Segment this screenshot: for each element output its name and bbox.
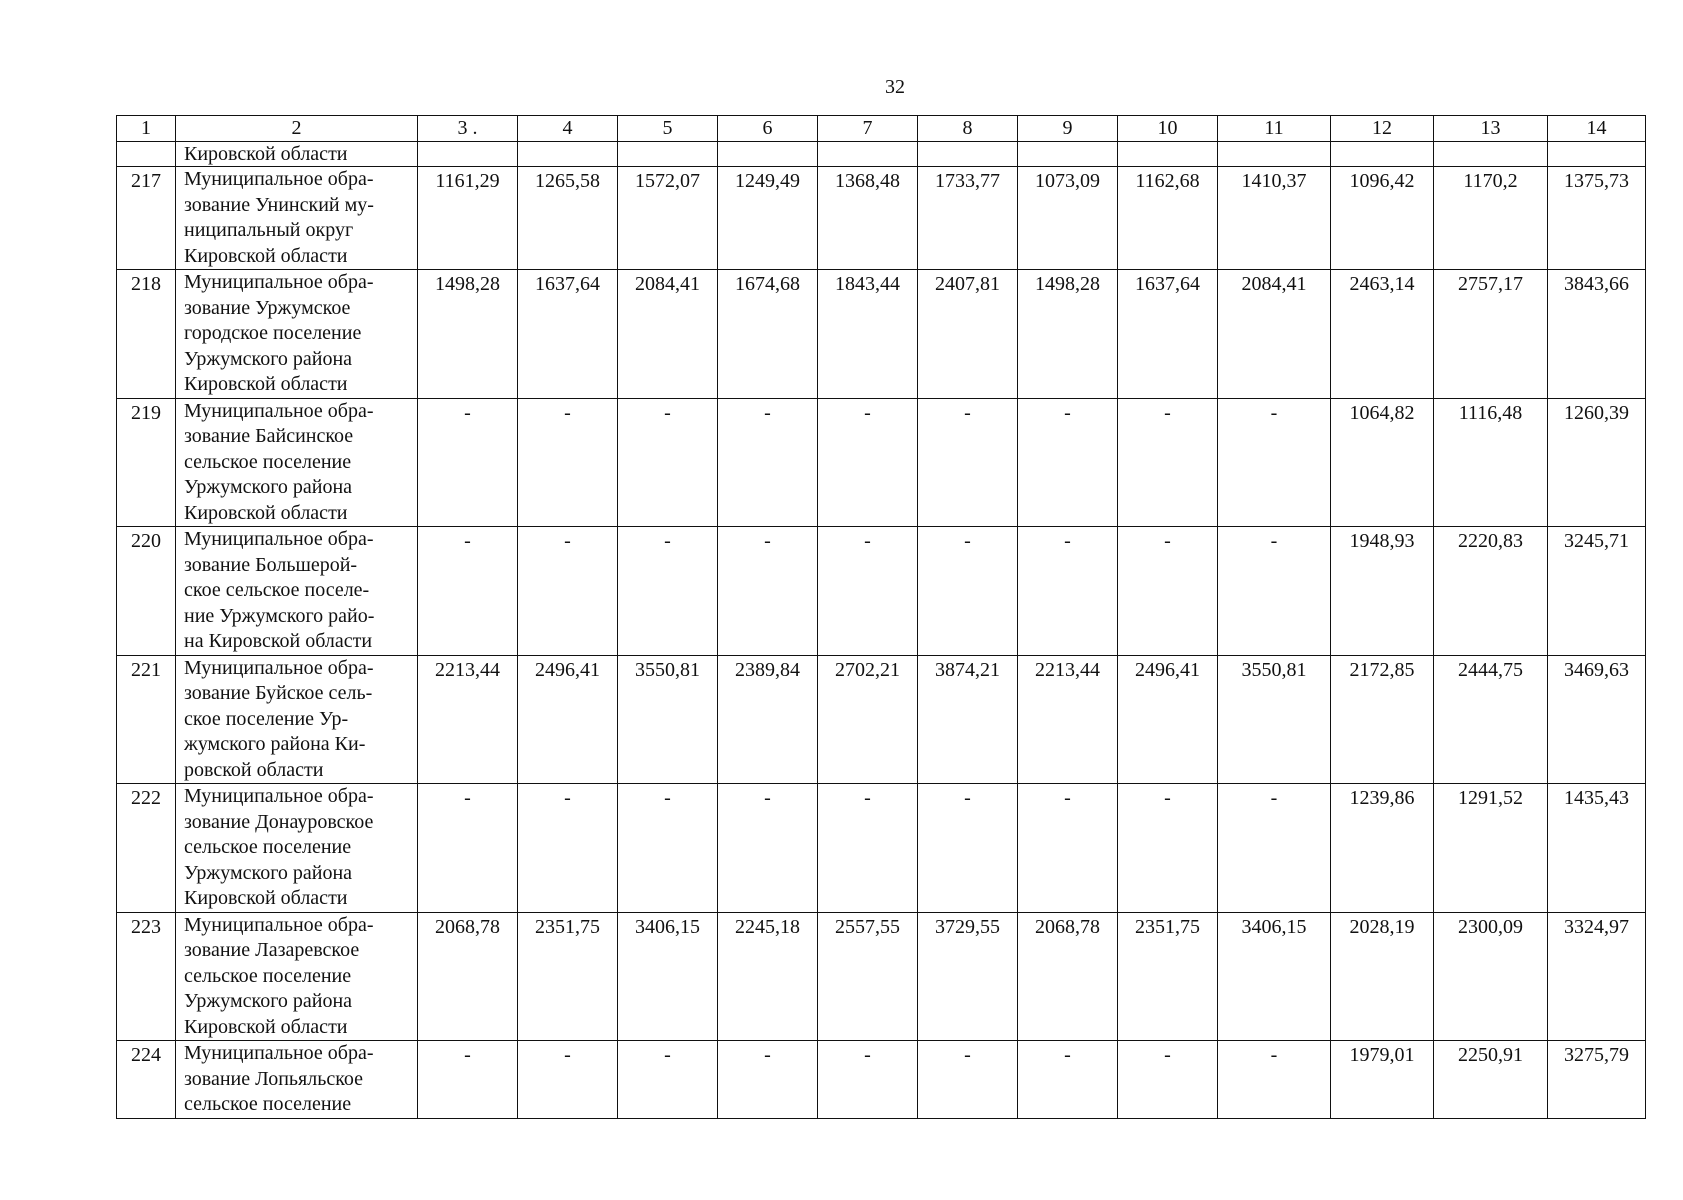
row-number-cell: [117, 142, 176, 167]
value-cell: 1572,07: [618, 167, 718, 270]
value-cell: 2496,41: [1118, 655, 1218, 784]
value-cell: 2084,41: [1218, 270, 1331, 399]
table-row: [117, 270, 1646, 399]
value-cell: 3550,81: [1218, 655, 1331, 784]
value-cell: 1435,43: [1548, 784, 1646, 913]
value-cell: [1434, 142, 1548, 167]
value-cell: 1733,77: [918, 167, 1018, 270]
column-header: 7: [818, 116, 918, 142]
municipality-name-cell: Муниципальное обра- зование Байсинское сельское поселение Уржумского района Кировской области: [176, 398, 418, 527]
value-cell: 3550,81: [618, 655, 718, 784]
value-cell: 1116,48: [1434, 398, 1548, 527]
value-cell: 1637,64: [1118, 270, 1218, 399]
value-cell: 1498,28: [1018, 270, 1118, 399]
value-cell: -: [418, 527, 518, 656]
value-cell: -: [818, 784, 918, 913]
value-cell: [818, 142, 918, 167]
value-cell: 1170,2: [1434, 167, 1548, 270]
value-cell: 2351,75: [1118, 912, 1218, 1041]
value-cell: -: [518, 527, 618, 656]
row-number-cell: 223: [117, 912, 176, 1041]
value-cell: -: [918, 1041, 1018, 1119]
value-cell: -: [418, 1041, 518, 1119]
value-cell: 2172,85: [1331, 655, 1434, 784]
table-row: [117, 398, 1646, 527]
value-cell: -: [518, 784, 618, 913]
row-number-cell: 219: [117, 398, 176, 527]
column-header: 8: [918, 116, 1018, 142]
value-cell: [1548, 142, 1646, 167]
value-cell: 1096,42: [1331, 167, 1434, 270]
value-cell: -: [518, 398, 618, 527]
row-number-cell: 224: [117, 1041, 176, 1119]
value-cell: -: [1218, 784, 1331, 913]
table-row: [117, 784, 1646, 913]
column-header: 3 .: [418, 116, 518, 142]
table-row: [117, 527, 1646, 656]
municipality-name-cell: Муниципальное обра- зование Буйское сель- ское поселение Ур- жумского района Ки- ровской области: [176, 655, 418, 784]
municipality-name-cell: Муниципальное обра- зование Унинский му- ниципальный округ Кировской области: [176, 167, 418, 270]
value-cell: 3406,15: [618, 912, 718, 1041]
value-cell: -: [618, 527, 718, 656]
tariff-table: [116, 115, 1646, 1119]
value-cell: 3245,71: [1548, 527, 1646, 656]
row-number-cell: 221: [117, 655, 176, 784]
column-header: 5: [618, 116, 718, 142]
value-cell: 2389,84: [718, 655, 818, 784]
municipality-name-cell: Муниципальное обра- зование Уржумское городское поселение Уржумского района Кировской области: [176, 270, 418, 399]
value-cell: 3729,55: [918, 912, 1018, 1041]
value-cell: 2463,14: [1331, 270, 1434, 399]
value-cell: 1410,37: [1218, 167, 1331, 270]
value-cell: 2220,83: [1434, 527, 1548, 656]
row-number-cell: 222: [117, 784, 176, 913]
value-cell: 1368,48: [818, 167, 918, 270]
value-cell: -: [618, 398, 718, 527]
value-cell: -: [718, 784, 818, 913]
value-cell: [418, 142, 518, 167]
value-cell: [918, 142, 1018, 167]
value-cell: 1064,82: [1331, 398, 1434, 527]
municipality-name-cell: Кировской области: [176, 142, 418, 167]
value-cell: -: [418, 398, 518, 527]
column-number-header-row: [117, 116, 1646, 142]
value-cell: -: [718, 527, 818, 656]
value-cell: 1239,86: [1331, 784, 1434, 913]
value-cell: 2068,78: [1018, 912, 1118, 1041]
table-row: [117, 1041, 1646, 1119]
value-cell: 1674,68: [718, 270, 818, 399]
row-number-cell: 220: [117, 527, 176, 656]
value-cell: -: [1018, 784, 1118, 913]
table-row: [117, 912, 1646, 1041]
value-cell: [618, 142, 718, 167]
municipality-name-cell: Муниципальное обра- зование Большерой- ское сельское поселе- ние Уржумского райо- на Кировской области: [176, 527, 418, 656]
value-cell: -: [918, 527, 1018, 656]
value-cell: 2213,44: [418, 655, 518, 784]
value-cell: [1118, 142, 1218, 167]
value-cell: 3324,97: [1548, 912, 1646, 1041]
value-cell: 2557,55: [818, 912, 918, 1041]
value-cell: -: [818, 398, 918, 527]
value-cell: 1637,64: [518, 270, 618, 399]
value-cell: -: [1118, 784, 1218, 913]
value-cell: 2757,17: [1434, 270, 1548, 399]
value-cell: [718, 142, 818, 167]
page-number: 32: [885, 76, 905, 98]
column-header: 10: [1118, 116, 1218, 142]
value-cell: -: [518, 1041, 618, 1119]
value-cell: 1162,68: [1118, 167, 1218, 270]
column-header: 4: [518, 116, 618, 142]
value-cell: 1291,52: [1434, 784, 1548, 913]
value-cell: 1948,93: [1331, 527, 1434, 656]
value-cell: 2702,21: [818, 655, 918, 784]
municipality-name-cell: Муниципальное обра- зование Донауровское сельское поселение Уржумского района Кировской области: [176, 784, 418, 913]
municipality-name-cell: Муниципальное обра- зование Лазаревское сельское поселение Уржумского района Кировской области: [176, 912, 418, 1041]
value-cell: 1265,58: [518, 167, 618, 270]
value-cell: 2407,81: [918, 270, 1018, 399]
value-cell: 2250,91: [1434, 1041, 1548, 1119]
column-header: 12: [1331, 116, 1434, 142]
value-cell: -: [818, 527, 918, 656]
value-cell: 1073,09: [1018, 167, 1118, 270]
value-cell: 2245,18: [718, 912, 818, 1041]
value-cell: -: [1018, 398, 1118, 527]
value-cell: 2068,78: [418, 912, 518, 1041]
value-cell: 1375,73: [1548, 167, 1646, 270]
value-cell: 3874,21: [918, 655, 1018, 784]
value-cell: -: [1218, 527, 1331, 656]
value-cell: -: [918, 398, 1018, 527]
row-number-cell: 217: [117, 167, 176, 270]
column-header: 2: [176, 116, 418, 142]
value-cell: 2028,19: [1331, 912, 1434, 1041]
column-header: 6: [718, 116, 818, 142]
value-cell: 1498,28: [418, 270, 518, 399]
value-cell: 3406,15: [1218, 912, 1331, 1041]
value-cell: -: [1218, 1041, 1331, 1119]
municipality-name-cell: Муниципальное обра- зование Лопьяльское сельское поселение: [176, 1041, 418, 1119]
value-cell: -: [618, 1041, 718, 1119]
value-cell: -: [1118, 398, 1218, 527]
value-cell: -: [1018, 527, 1118, 656]
value-cell: 2213,44: [1018, 655, 1118, 784]
value-cell: [1331, 142, 1434, 167]
continuation-row: [117, 142, 1646, 167]
column-header: 1: [117, 116, 176, 142]
table-body: [117, 116, 1646, 1119]
value-cell: 2084,41: [618, 270, 718, 399]
value-cell: 2351,75: [518, 912, 618, 1041]
value-cell: -: [1018, 1041, 1118, 1119]
value-cell: -: [718, 398, 818, 527]
value-cell: -: [1118, 527, 1218, 656]
column-header: 14: [1548, 116, 1646, 142]
value-cell: -: [418, 784, 518, 913]
value-cell: -: [1218, 398, 1331, 527]
value-cell: 1260,39: [1548, 398, 1646, 527]
value-cell: 1979,01: [1331, 1041, 1434, 1119]
value-cell: 1249,49: [718, 167, 818, 270]
column-header: 9: [1018, 116, 1118, 142]
value-cell: [518, 142, 618, 167]
value-cell: [1018, 142, 1118, 167]
column-header: 11: [1218, 116, 1331, 142]
column-header: 13: [1434, 116, 1548, 142]
value-cell: 3275,79: [1548, 1041, 1646, 1119]
value-cell: -: [1118, 1041, 1218, 1119]
value-cell: -: [718, 1041, 818, 1119]
value-cell: 3469,63: [1548, 655, 1646, 784]
value-cell: -: [918, 784, 1018, 913]
value-cell: -: [818, 1041, 918, 1119]
value-cell: [1218, 142, 1331, 167]
value-cell: 2444,75: [1434, 655, 1548, 784]
table-row: [117, 655, 1646, 784]
table-row: [117, 167, 1646, 270]
value-cell: 1161,29: [418, 167, 518, 270]
value-cell: 2496,41: [518, 655, 618, 784]
value-cell: -: [618, 784, 718, 913]
value-cell: 1843,44: [818, 270, 918, 399]
value-cell: 3843,66: [1548, 270, 1646, 399]
value-cell: 2300,09: [1434, 912, 1548, 1041]
row-number-cell: 218: [117, 270, 176, 399]
